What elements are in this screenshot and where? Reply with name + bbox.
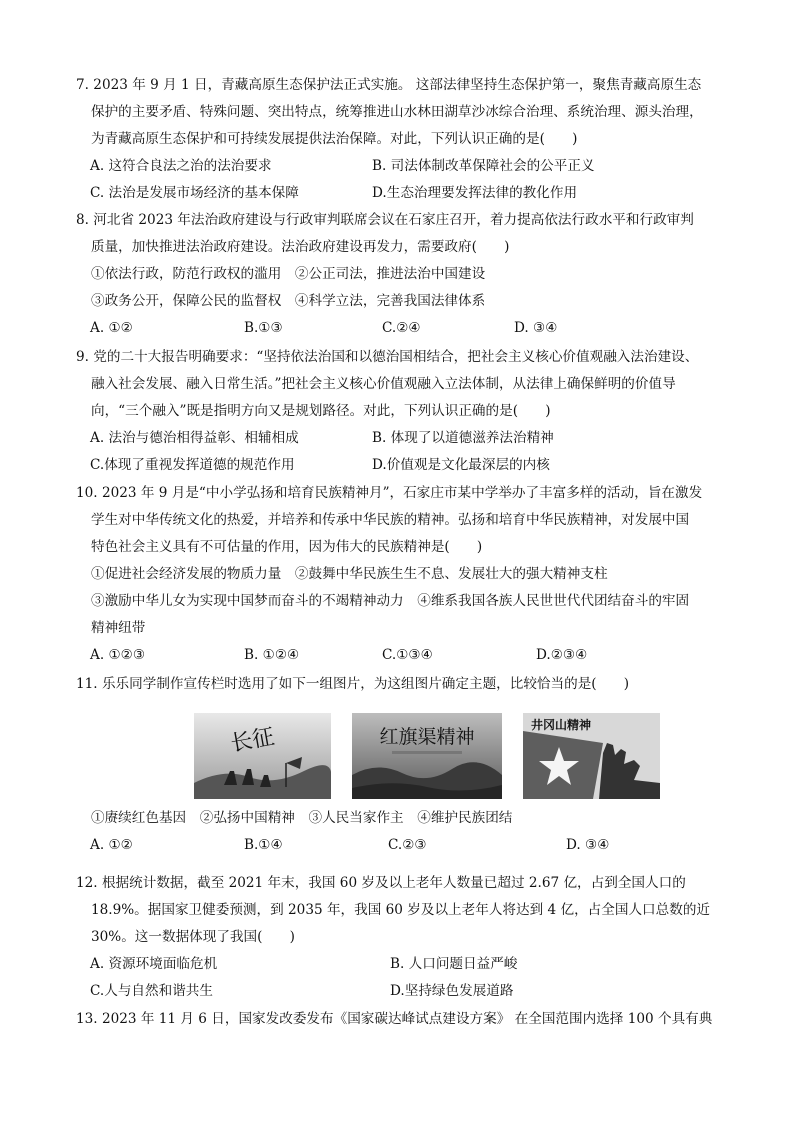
option-b[interactable]: B. 体现了以道德滋养法治精神 xyxy=(372,430,554,446)
question-11-options-row xyxy=(76,832,726,859)
option-a[interactable]: A. 资源环境面临危机 xyxy=(90,956,218,972)
question-9-stem-line: 9. 党的二十大报告明确要求：“坚持依法治国和以德治国相结合，把社会主义核心价值观融入法治建设、 xyxy=(76,349,699,365)
question-13-stem-line: 13. 2023 年 11 月 6 日，国家发改委发布《国家碳达峰试点建设方案》 在全国范围内选择 100 个具有典 xyxy=(76,1011,713,1027)
option-b[interactable]: B.①③ xyxy=(244,320,283,336)
question-13 xyxy=(76,1006,726,1033)
question-9-stem-line: 向，“三个融入”既是指明方向又是规划路径。对此，下列认识正确的是( ) xyxy=(91,403,551,419)
question-10-stem-line: 特色社会主义具有不可估量的作用，因为伟大的民族精神是( ) xyxy=(91,539,483,555)
option-b[interactable]: B.①④ xyxy=(244,837,283,853)
question-10-stem-line: 10. 2023 年 9 月是“中小学弘扬和培育民族精神月”，石家庄市某中学举办了丰富多样的活动，旨在激发 xyxy=(76,485,703,501)
question-7-options-row xyxy=(76,180,726,207)
option-a[interactable]: A. ①②③ xyxy=(90,647,146,663)
question-10-stem-line: 学生对中华传统文化的热爱，并培养和传承中华民族的精神。弘扬和培育中华民族精神，对发展中国 xyxy=(91,512,690,528)
option-d[interactable]: D.②③④ xyxy=(536,647,588,663)
question-11-item-line: ①赓续红色基因 ②弘扬中国精神 ③人民当家作主 ④维护民族团结 xyxy=(91,810,513,826)
option-a[interactable]: A. ①② xyxy=(90,837,133,853)
question-10-item-line: 精神纽带 xyxy=(91,620,146,636)
option-c[interactable]: C.人与自然和谐共生 xyxy=(90,983,213,999)
option-a[interactable]: A. ①② xyxy=(90,320,133,336)
question-9-options-row xyxy=(76,425,726,452)
question-10-options-row xyxy=(76,642,726,669)
option-c[interactable]: C.②④ xyxy=(382,320,421,336)
question-9-stem-line: 融入社会发展、融入日常生活。”把社会主义核心价值观融入立法体制，从法律上确保鲜明的价值导 xyxy=(91,376,676,392)
question-7 xyxy=(76,72,726,207)
question-12-options-row xyxy=(76,978,726,1005)
option-c[interactable]: C. 法治是发展市场经济的基本保障 xyxy=(90,185,299,201)
question-12-stem-line: 18.9%。据国家卫健委预测，到 2035 年，我国 60 岁及以上老年人将达到 4 亿，占全国人口总数的近 xyxy=(91,902,711,918)
question-7-stem-line: 为青藏高原生态保护和可持续发展提供法治保障。对此，下列认识正确的是( ) xyxy=(91,131,578,147)
question-8 xyxy=(76,207,726,342)
question-12-options-row xyxy=(76,951,726,978)
option-b[interactable]: B. 人口问题日益严峻 xyxy=(390,956,518,972)
question-8-stem-line: 8. 河北省 2023 年法治政府建设与行政审判联席会议在石家庄召开，着力提高依法行政水平和行政审判 xyxy=(76,212,694,228)
question-8-item-line: ③政务公开，保障公民的监督权 ④科学立法，完善我国法律体系 xyxy=(91,293,486,309)
option-d[interactable]: D. ③④ xyxy=(566,837,610,853)
question-12-stem-line: 30%。这一数据体现了我国( ) xyxy=(91,929,295,945)
option-c[interactable]: C.①③④ xyxy=(382,647,433,663)
question-10 xyxy=(76,480,726,669)
jinggangshan-image xyxy=(523,713,660,799)
option-d[interactable]: D. ③④ xyxy=(514,320,558,336)
question-11-pictures xyxy=(76,713,726,799)
option-b[interactable]: B. 司法体制改革保障社会的公平正义 xyxy=(372,158,595,174)
option-d[interactable]: D.生态治理要发挥法律的教化作用 xyxy=(372,185,578,201)
question-8-stem-line: 质量，加快推进法治政府建设。法治政府建设再发力，需要政府( ) xyxy=(91,239,510,255)
red-flag-canal-image xyxy=(352,713,502,799)
question-10-item-line: ①促进社会经济发展的物质力量 ②鼓舞中华民族生生不息、发展壮大的强大精神支柱 xyxy=(91,566,608,582)
question-7-stem-line: 保护的主要矛盾、特殊问题、突出特点，统筹推进山水林田湖草沙冰综合治理、系统治理、源头治理， xyxy=(91,104,703,120)
option-c[interactable]: C.体现了重视发挥道德的规范作用 xyxy=(90,457,295,473)
question-9 xyxy=(76,344,726,479)
question-7-options-row xyxy=(76,153,726,180)
option-a[interactable]: A. 这符合良法之治的法治要求 xyxy=(90,158,272,174)
question-9-options-row xyxy=(76,452,726,479)
option-d[interactable]: D.价值观是文化最深层的内核 xyxy=(372,457,550,473)
picture-title: 长征 xyxy=(228,724,277,757)
picture-title: 红旗渠精神 xyxy=(379,726,475,748)
option-b[interactable]: B. ①②④ xyxy=(244,647,300,663)
question-10-item-line: ③激励中华儿女为实现中国梦而奋斗的不竭精神动力 ④维系我国各族人民世世代代团结奋斗的牢固 xyxy=(91,593,690,609)
question-12 xyxy=(76,870,726,1005)
picture-title: 井冈山精神 xyxy=(531,718,592,732)
option-c[interactable]: C.②③ xyxy=(388,837,427,853)
option-a[interactable]: A. 法治与德治相得益彰、相辅相成 xyxy=(90,430,299,446)
question-8-item-line: ①依法行政，防范行政权的滥用 ②公正司法，推进法治中国建设 xyxy=(91,266,486,282)
option-d[interactable]: D.坚持绿色发展道路 xyxy=(390,983,514,999)
question-12-stem-line: 12. 根据统计数据，截至 2021 年末，我国 60 岁及以上老年人数量已超过 2.67 亿，占到全国人口的 xyxy=(76,875,686,891)
question-11 xyxy=(76,671,726,859)
question-7-stem-line: 7. 2023 年 9 月 1 日，青藏高原生态保护法正式实施。 这部法律坚持生态保护第一，聚焦青藏高原生态 xyxy=(76,77,702,93)
question-11-stem-line: 11. 乐乐同学制作宣传栏时选用了如下一组图片，为这组图片确定主题，比较恰当的是( ) xyxy=(76,676,630,692)
question-8-options-row xyxy=(76,315,726,342)
long-march-image xyxy=(194,713,331,799)
